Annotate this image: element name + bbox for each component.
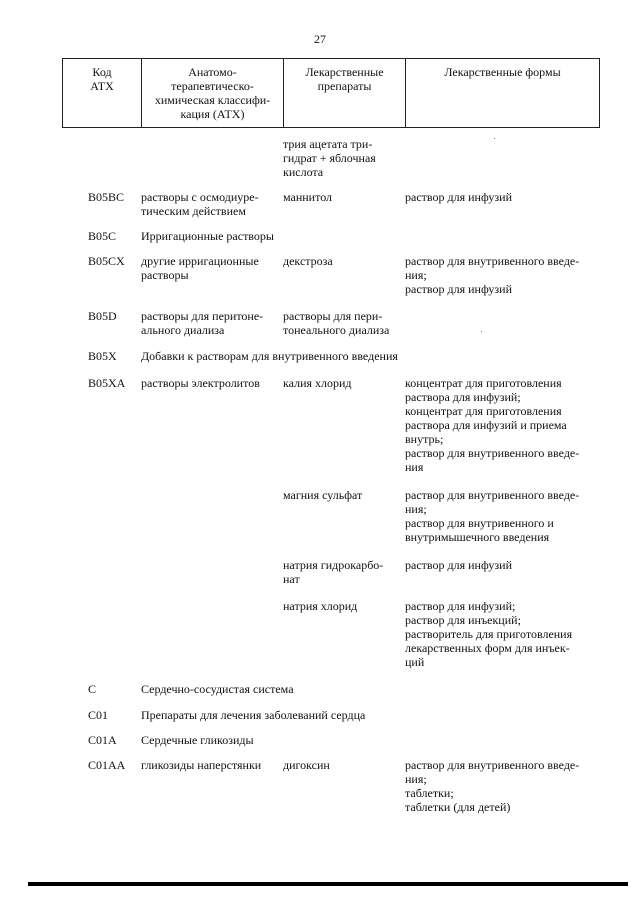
row-form: концентрат для приготовления раствора для инфузий; концентрат для приготовления раствора для инфузий и приема внутрь; раствор для внутривенного введе- ния <box>405 376 580 474</box>
page-number: 27 <box>314 32 326 46</box>
row-form: раствор для внутривенного введе- ния; таблетки; таблетки (для детей) <box>405 758 580 814</box>
row-code: C01 <box>88 708 109 722</box>
row-group-title: Добавки к растворам для внутривенного введения <box>141 349 398 363</box>
row-drug: натрия хлорид <box>283 599 358 613</box>
header-drugs: Лекарственные препараты <box>284 59 406 127</box>
header-code: Код АТХ <box>63 59 142 127</box>
row-drug: растворы для пери- тонеального диализа <box>283 309 390 337</box>
row-code: B05C <box>88 229 117 243</box>
row-group-title: Сердечные гликозиды <box>141 733 254 747</box>
header-forms: Лекарственные формы <box>444 65 561 79</box>
row-atx: гликозиды наперстянки <box>141 758 262 772</box>
scan-speck <box>481 331 482 332</box>
scan-speck <box>494 138 495 139</box>
row-code: C <box>88 682 97 696</box>
row-form: раствор для инфузий <box>405 190 512 204</box>
row-atx: растворы с осмодиуре- тическим действием <box>141 190 259 218</box>
header-atx: Анатомо- терапевтическо- химическая классифи- кация (АТХ) <box>142 59 284 127</box>
row-atx: другие ирригационные растворы <box>141 254 259 282</box>
row-drug: магния сульфат <box>283 488 363 502</box>
row-form: раствор для внутривенного введе- ния; раствор для инфузий <box>405 254 580 296</box>
row-form: раствор для внутривенного введе- ния; раствор для внутривенного и внутримышечного введения <box>405 488 580 544</box>
bottom-rule <box>28 882 628 886</box>
row-group-title: Препараты для лечения заболеваний сердца <box>141 708 366 722</box>
row-drug: натрия гидрокарбо- нат <box>283 558 384 586</box>
row-drug: калия хлорид <box>283 376 352 390</box>
row-code: B05CX <box>88 254 125 268</box>
row-atx: растворы электролитов <box>141 376 260 390</box>
row-code: B05XA <box>88 376 126 390</box>
row-drug: дигоксин <box>283 758 330 772</box>
row-form: раствор для инфузий <box>405 558 512 572</box>
row-drug: маннитол <box>283 190 333 204</box>
row-code: B05BC <box>88 190 125 204</box>
row-code: C01AA <box>88 758 126 772</box>
row-code: B05D <box>88 309 117 323</box>
row-code: B05X <box>88 349 117 363</box>
row-form: раствор для инфузий; раствор для инъекций; растворитель для приготовления лекарственных форм для инъек- ций <box>405 599 573 669</box>
row-drug: трия ацетата три- гидрат + яблочная кислота <box>283 137 376 179</box>
row-atx: растворы для перитоне- ального диализа <box>141 309 264 337</box>
row-drug: декстроза <box>283 254 333 268</box>
row-code: C01A <box>88 733 117 747</box>
row-group-title: Сердечно-сосудистая система <box>141 682 294 696</box>
row-group-title: Ирригационные растворы <box>141 229 274 243</box>
